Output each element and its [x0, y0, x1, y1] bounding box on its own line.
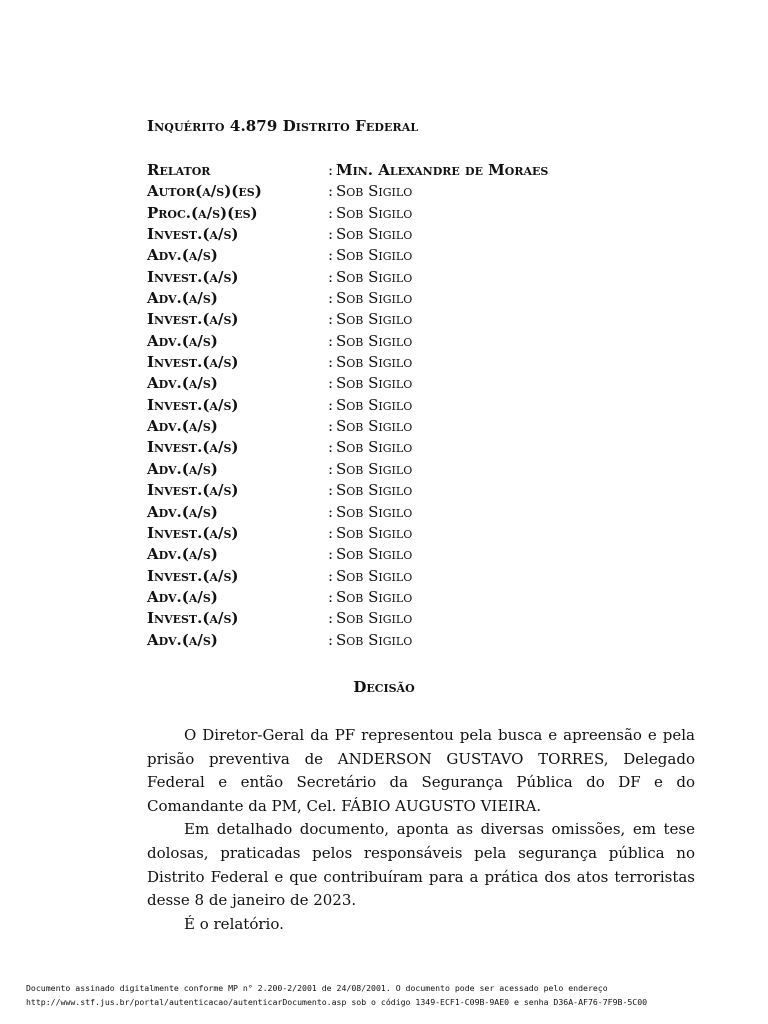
- party-separator: :: [328, 630, 334, 649]
- party-row: [147, 523, 627, 544]
- party-name: Sob Sigilo: [336, 203, 413, 222]
- party-row: [147, 373, 627, 394]
- party-name: Sob Sigilo: [336, 502, 413, 521]
- party-row: [147, 587, 627, 608]
- party-name: Sob Sigilo: [336, 225, 413, 244]
- party-name: Sob Sigilo: [336, 353, 413, 372]
- party-row: [147, 245, 627, 266]
- section-title: Decisão: [353, 678, 415, 696]
- party-role: Adv.(a/s): [147, 331, 218, 350]
- party-separator: :: [328, 395, 334, 414]
- party-row: [147, 288, 627, 309]
- party-role: Invest.(a/s): [147, 353, 239, 372]
- party-separator: :: [328, 438, 334, 457]
- party-name: Sob Sigilo: [336, 246, 413, 265]
- party-role: Invest.(a/s): [147, 267, 239, 286]
- party-row: [147, 416, 627, 437]
- party-row: [147, 502, 627, 523]
- footer-link[interactable]: http://www.stf.jus.br/portal/autenticacao/autenticarDocumento.asp sob o código 1349-ECF1-C09B-9AE0 e senha D36A-AF76-7F9B-5C00: [26, 997, 648, 1007]
- party-role: Proc.(a/s)(es): [147, 203, 258, 222]
- party-row: [147, 395, 627, 416]
- party-role: Adv.(a/s): [147, 417, 218, 436]
- party-role: Invest.(a/s): [147, 438, 239, 457]
- party-separator: :: [328, 310, 334, 329]
- party-row: [147, 566, 627, 587]
- signature-footer: [26, 981, 761, 1009]
- party-role: Invest.(a/s): [147, 566, 239, 585]
- parties-list: [147, 160, 627, 651]
- party-role: Invest.(a/s): [147, 481, 239, 500]
- party-row: [147, 459, 627, 480]
- party-row: [147, 160, 627, 181]
- party-name: Sob Sigilo: [336, 609, 413, 628]
- party-separator: :: [328, 459, 334, 478]
- party-name: Sob Sigilo: [336, 374, 413, 393]
- party-separator: :: [328, 545, 334, 564]
- party-role: Adv.(a/s): [147, 630, 218, 649]
- party-row: [147, 352, 627, 373]
- party-name: Sob Sigilo: [336, 395, 413, 414]
- party-role: Adv.(a/s): [147, 246, 218, 265]
- party-role: Adv.(a/s): [147, 502, 218, 521]
- decision-body: [147, 724, 695, 936]
- party-role: Adv.(a/s): [147, 459, 218, 478]
- party-row: [147, 437, 627, 458]
- body-paragraph: É o relatório.: [184, 914, 284, 933]
- party-role: Adv.(a/s): [147, 374, 218, 393]
- party-name: Sob Sigilo: [336, 566, 413, 585]
- party-name: Sob Sigilo: [336, 630, 413, 649]
- document-title: Inquérito 4.879 Distrito Federal: [147, 117, 419, 135]
- party-separator: :: [328, 374, 334, 393]
- party-role: Relator: [147, 161, 211, 179]
- party-name: Min. Alexandre de Moraes: [336, 161, 549, 179]
- party-name: Sob Sigilo: [336, 459, 413, 478]
- party-role: Adv.(a/s): [147, 289, 218, 308]
- party-role: Adv.(a/s): [147, 587, 218, 606]
- party-separator: :: [328, 523, 334, 542]
- party-name: Sob Sigilo: [336, 481, 413, 500]
- party-role: Invest.(a/s): [147, 395, 239, 414]
- body-paragraph: O Diretor-Geral da PF representou pela busca e apreensão e pela prisão preventiva de ANDERSON GUSTAVO TORRES, Delegado Federal e então Secretário da Segurança Pública do DF e do Comandante da PM, Cel. FÁBIO AUGUSTO VIEIRA.: [147, 726, 695, 815]
- party-separator: :: [328, 225, 334, 244]
- party-separator: :: [328, 182, 334, 201]
- party-name: Sob Sigilo: [336, 587, 413, 606]
- party-name: Sob Sigilo: [336, 438, 413, 457]
- party-role: Invest.(a/s): [147, 609, 239, 628]
- body-paragraph: Em detalhado documento, aponta as diversas omissões, em tese dolosas, praticadas pelos responsáveis pela segurança pública no Distrito Federal e que contribuíram para a prática dos atos terroristas desse 8 de janeiro de 2023.: [147, 820, 695, 910]
- party-row: [147, 267, 627, 288]
- party-separator: :: [328, 481, 334, 500]
- party-separator: :: [328, 161, 334, 179]
- party-separator: :: [328, 502, 334, 521]
- party-row: [147, 544, 627, 565]
- party-row: [147, 608, 627, 629]
- party-separator: :: [328, 587, 334, 606]
- party-separator: :: [328, 417, 334, 436]
- party-name: Sob Sigilo: [336, 545, 413, 564]
- party-row: [147, 224, 627, 245]
- party-row: [147, 331, 627, 352]
- party-name: Sob Sigilo: [336, 182, 413, 201]
- party-row: [147, 203, 627, 224]
- party-row: [147, 309, 627, 330]
- party-separator: :: [328, 566, 334, 585]
- party-name: Sob Sigilo: [336, 523, 413, 542]
- party-row: [147, 630, 627, 651]
- party-row: [147, 480, 627, 501]
- footer-line: Documento assinado digitalmente conforme MP n° 2.200-2/2001 de 24/08/2001. O documento pode ser acessado pelo endereço: [26, 983, 608, 993]
- party-name: Sob Sigilo: [336, 417, 413, 436]
- party-name: Sob Sigilo: [336, 310, 413, 329]
- party-row: [147, 181, 627, 202]
- party-separator: :: [328, 289, 334, 308]
- party-separator: :: [328, 331, 334, 350]
- party-separator: :: [328, 246, 334, 265]
- party-name: Sob Sigilo: [336, 289, 413, 308]
- party-separator: :: [328, 267, 334, 286]
- party-role: Invest.(a/s): [147, 310, 239, 329]
- party-separator: :: [328, 203, 334, 222]
- party-name: Sob Sigilo: [336, 267, 413, 286]
- party-role: Adv.(a/s): [147, 545, 218, 564]
- party-separator: :: [328, 609, 334, 628]
- party-role: Invest.(a/s): [147, 523, 239, 542]
- party-name: Sob Sigilo: [336, 331, 413, 350]
- party-role: Invest.(a/s): [147, 225, 239, 244]
- party-separator: :: [328, 353, 334, 372]
- party-role: Autor(a/s)(es): [147, 182, 262, 201]
